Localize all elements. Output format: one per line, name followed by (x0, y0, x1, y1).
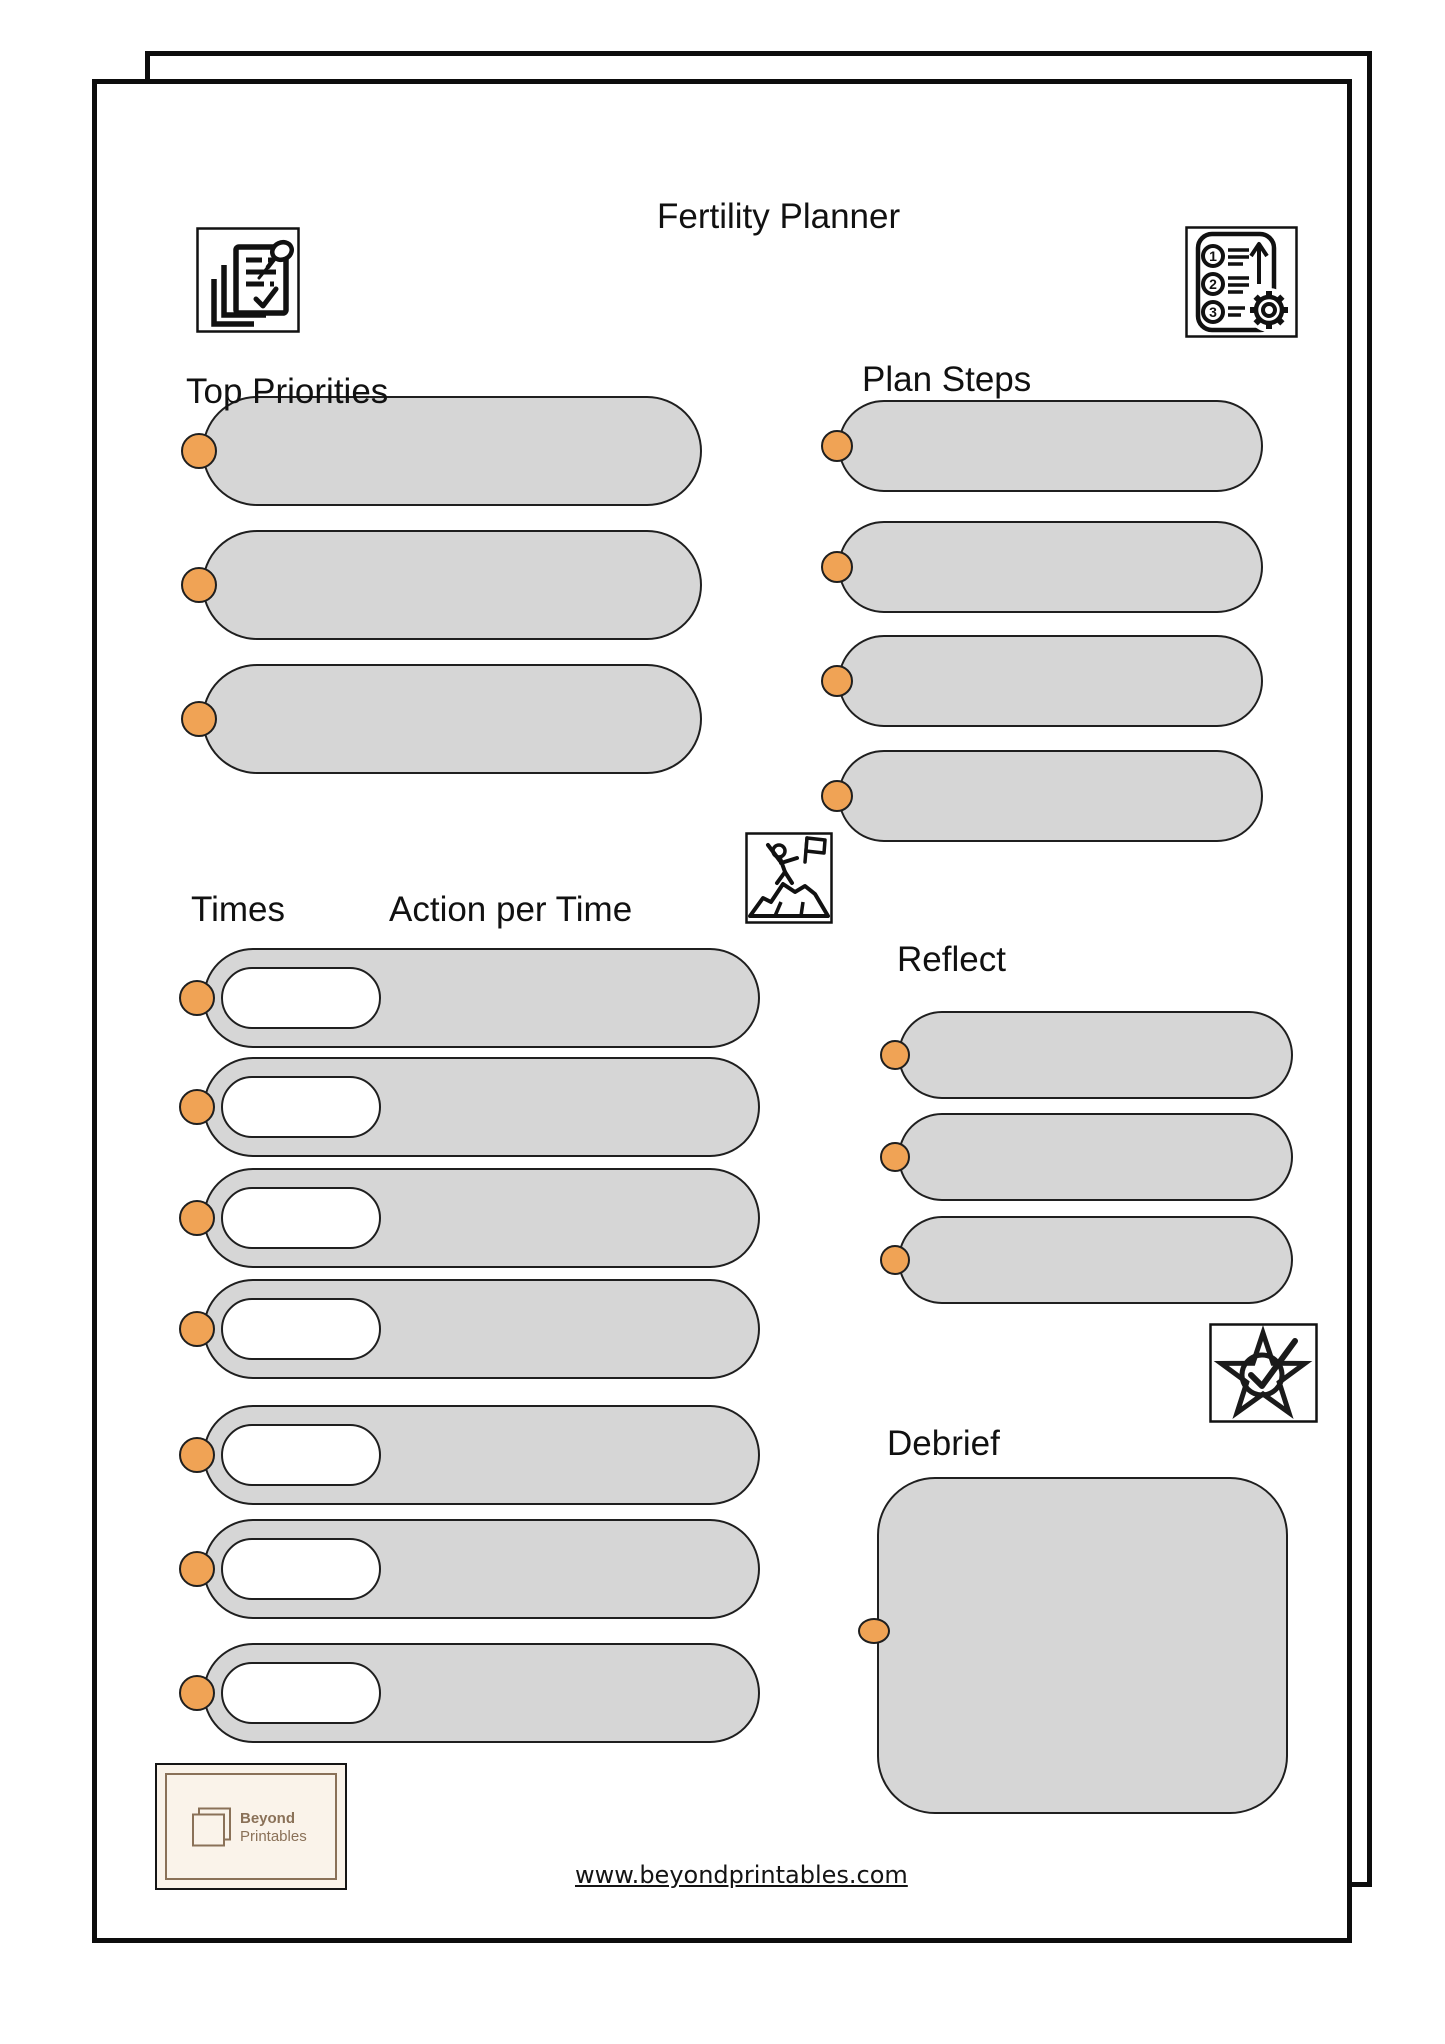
top-priority-field[interactable] (202, 396, 702, 506)
bullet-dot (880, 1245, 910, 1275)
bullet-dot (181, 433, 217, 469)
mountain-climber-flag-icon (745, 832, 833, 924)
logo-text-line2: Printables (240, 1828, 307, 1845)
bullet-dot (821, 665, 853, 697)
bullet-dot (858, 1618, 890, 1644)
logo-text-line1: Beyond (240, 1810, 296, 1828)
page-title: Fertility Planner (657, 197, 901, 236)
top-priority-field[interactable] (202, 664, 702, 774)
bullet-dot (880, 1040, 910, 1070)
time-field[interactable] (221, 1076, 381, 1138)
bullet-dot (179, 1200, 215, 1236)
website-link[interactable]: www.beyondprintables.com (575, 1861, 908, 1889)
plan-step-field[interactable] (838, 750, 1263, 842)
bullet-dot (179, 1551, 215, 1587)
brand-logo (155, 1763, 347, 1890)
bullet-dot (181, 567, 217, 603)
bullet-dot (821, 780, 853, 812)
heading-debrief: Debrief (887, 1424, 1000, 1463)
time-field[interactable] (221, 1424, 381, 1486)
reflect-field[interactable] (898, 1011, 1293, 1099)
pinned-checklist-icon (196, 227, 300, 333)
debrief-field[interactable] (877, 1477, 1288, 1814)
bullet-dot (179, 1089, 215, 1125)
star-check-icon (1209, 1323, 1318, 1423)
plan-step-field[interactable] (838, 521, 1263, 613)
heading-top-priorities: Top Priorities (186, 372, 389, 411)
plan-step-field[interactable] (838, 400, 1263, 492)
numbered-steps-gear-icon (1185, 226, 1298, 338)
bullet-dot (821, 551, 853, 583)
time-field[interactable] (221, 1298, 381, 1360)
svg-text:2: 2 (1209, 276, 1217, 292)
svg-text:1: 1 (1209, 248, 1217, 264)
bullet-dot (179, 980, 215, 1016)
heading-action-per-time: Action per Time (389, 890, 633, 929)
top-priority-field[interactable] (202, 530, 702, 640)
time-field[interactable] (221, 967, 381, 1029)
reflect-field[interactable] (898, 1113, 1293, 1201)
heading-plan-steps: Plan Steps (862, 360, 1032, 399)
svg-text:3: 3 (1209, 304, 1217, 320)
time-field[interactable] (221, 1662, 381, 1724)
bullet-dot (179, 1311, 215, 1347)
bullet-dot (880, 1142, 910, 1172)
bullet-dot (179, 1675, 215, 1711)
plan-step-field[interactable] (838, 635, 1263, 727)
time-field[interactable] (221, 1538, 381, 1600)
bullet-dot (821, 430, 853, 462)
time-field[interactable] (221, 1187, 381, 1249)
stacked-pages-icon (191, 1807, 233, 1849)
reflect-field[interactable] (898, 1216, 1293, 1304)
heading-times: Times (191, 890, 285, 929)
heading-reflect: Reflect (897, 940, 1006, 979)
bullet-dot (179, 1437, 215, 1473)
bullet-dot (181, 701, 217, 737)
